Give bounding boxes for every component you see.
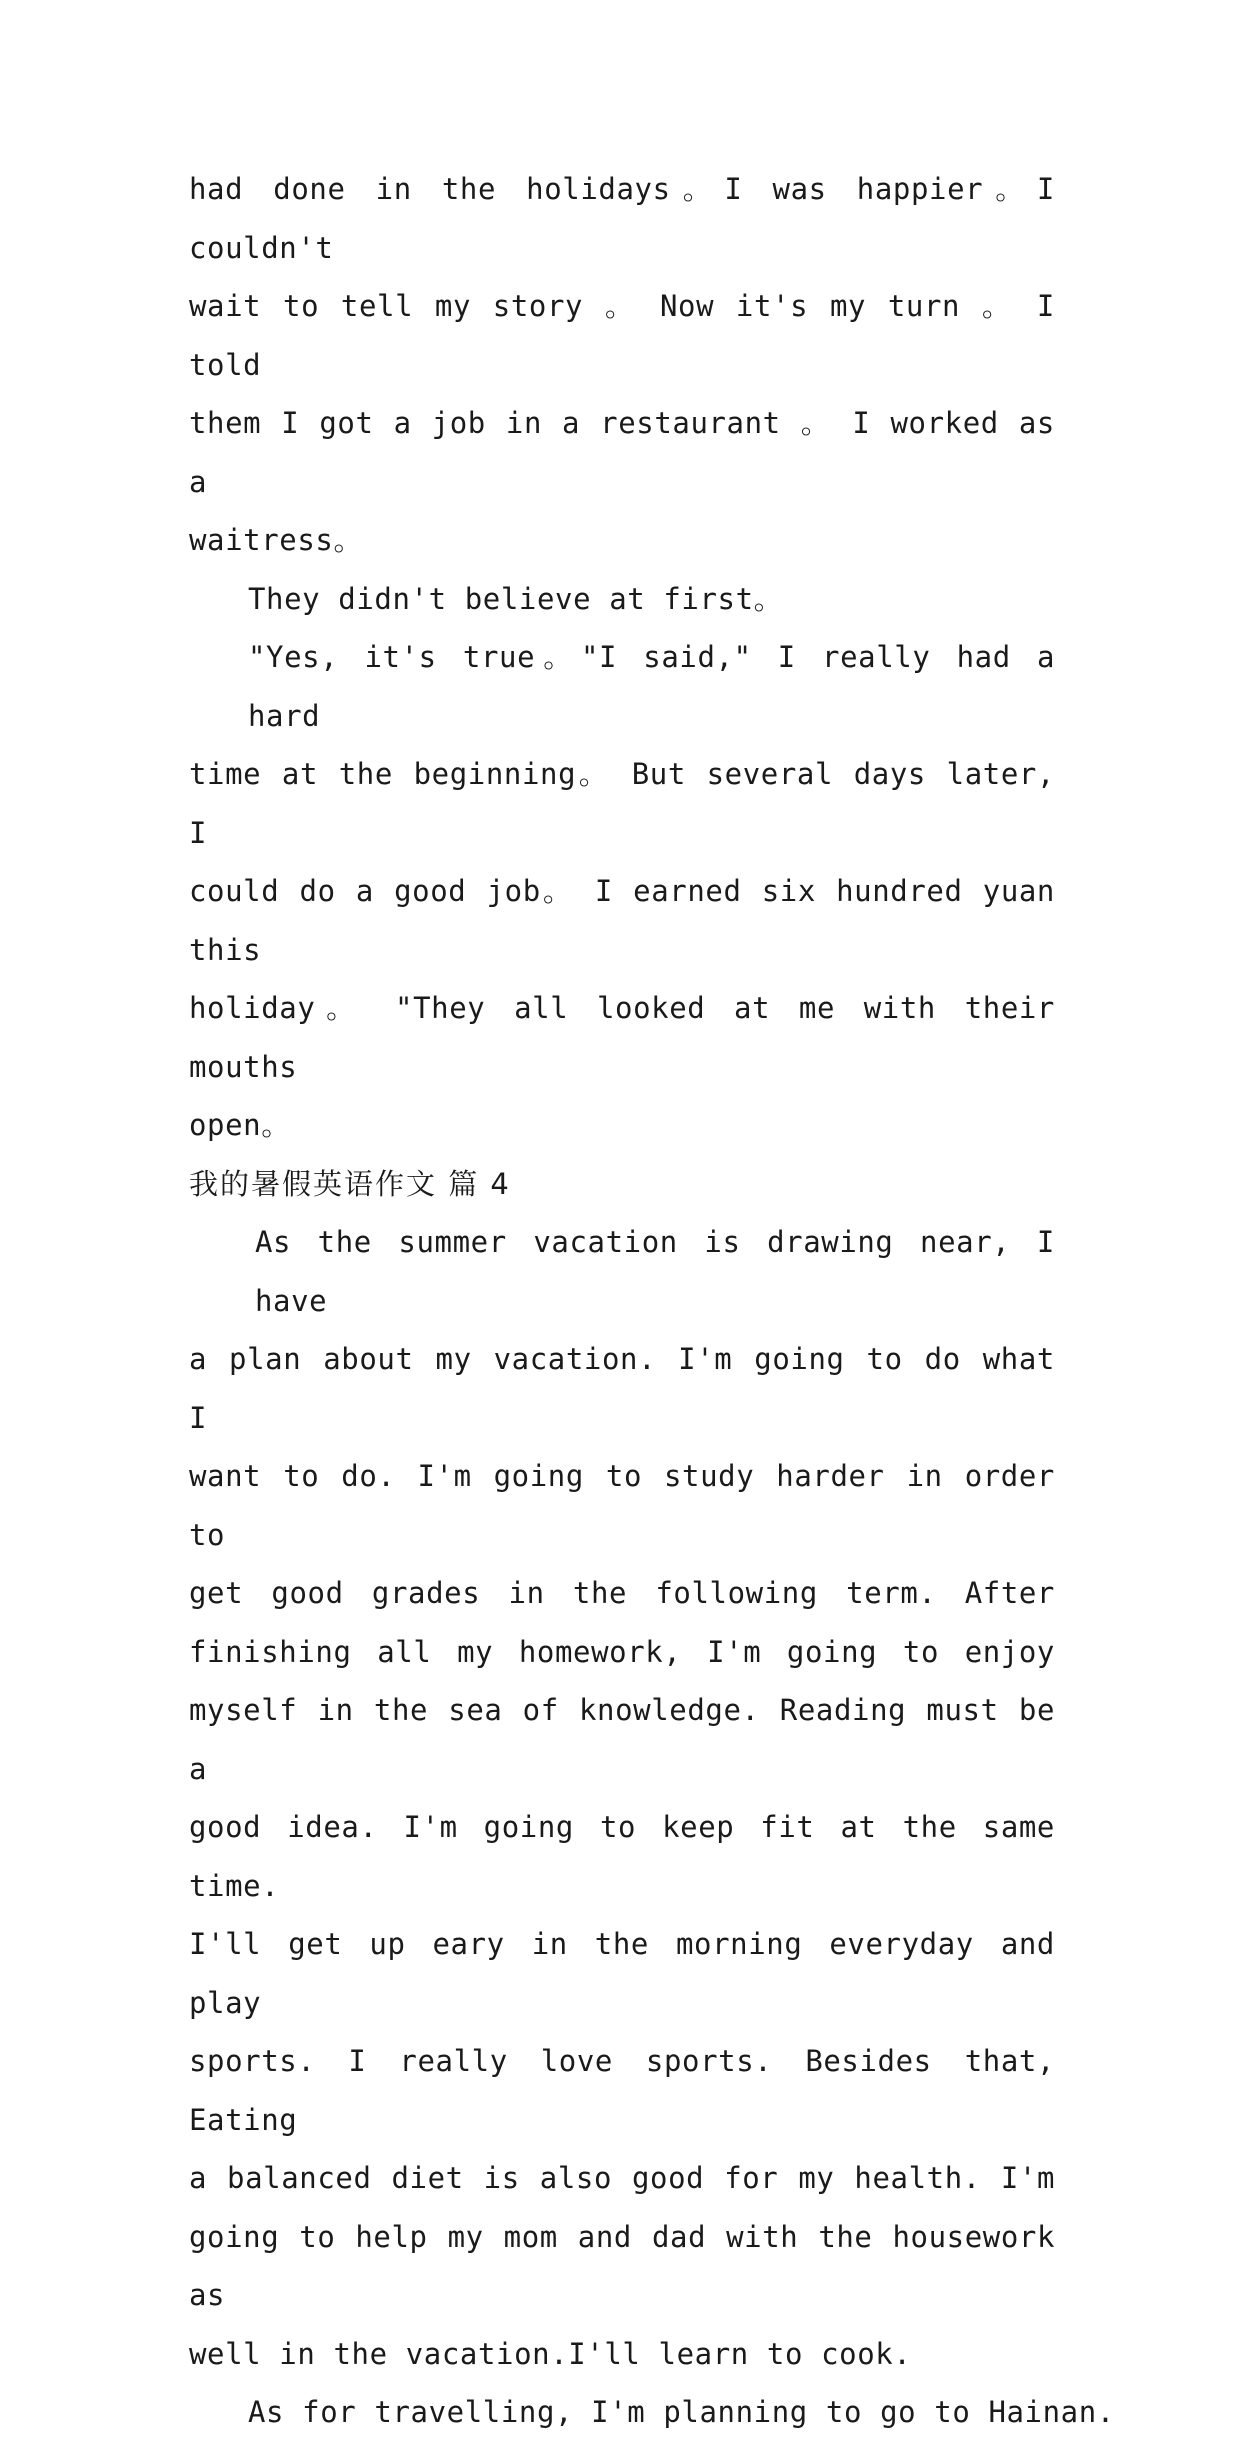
text-line: going to help my mom and dad with the housework as	[189, 2219, 1055, 2312]
paragraph-vacation-plan	[189, 1213, 1055, 2383]
text-line: myself in the sea of knowledge. Reading must be a	[189, 1693, 1055, 1786]
paragraph-disbelief	[189, 570, 1055, 629]
text-line: well in the vacation.I'll learn to cook.	[189, 2336, 912, 2371]
paragraph-travelling	[189, 2383, 1115, 2442]
text-line: I'll get up eary in the morning everyday and play	[189, 1927, 1055, 2020]
text-line: They didn't believe at first。	[248, 581, 784, 616]
text-line: wait to tell my story 。 Now it's my turn 。 I told	[189, 289, 1055, 382]
text-line: sports. I really love sports. Besides that, Eating	[189, 2044, 1055, 2137]
text-line: them I got a job in a restaurant 。 I worked as a	[189, 406, 1055, 499]
text-line: As for travelling, I'm planning to go to Hainan.	[248, 2395, 1115, 2429]
text-line: open。	[189, 1108, 291, 1142]
text-line: time at the beginning。 But several days later, I	[189, 757, 1055, 850]
text-line: finishing all my homework, I'm going to enjoy	[189, 1634, 1055, 1669]
text-line: "Yes, it's true。"I said," I really had a hard	[248, 640, 1055, 733]
text-line: get good grades in the following term. After	[189, 1576, 1055, 1610]
text-line: want to do. I'm going to study harder in order to	[189, 1459, 1055, 1552]
paragraph-restaurant-story	[189, 160, 1055, 570]
text-line: a balanced diet is also good for my health. I'm	[189, 2161, 1055, 2195]
text-line: could do a good job。 I earned six hundred yuan this	[189, 874, 1055, 967]
paragraph-quote	[189, 628, 1055, 1155]
section-heading: 我的暑假英语作文 篇 4	[189, 1166, 511, 1201]
text-line: had done in the holidays。I was happier。I couldn't	[189, 172, 1055, 265]
text-line: a plan about my vacation. I'm going to do what I	[189, 1342, 1055, 1435]
text-line: good idea. I'm going to keep fit at the same time.	[189, 1810, 1055, 1903]
text-line: waitress。	[189, 523, 364, 557]
text-line: holiday。 "They all looked at me with their mouths	[189, 991, 1055, 1084]
text-line: As the summer vacation is drawing near, I have	[255, 1225, 1055, 1318]
document-page	[189, 160, 1115, 2442]
